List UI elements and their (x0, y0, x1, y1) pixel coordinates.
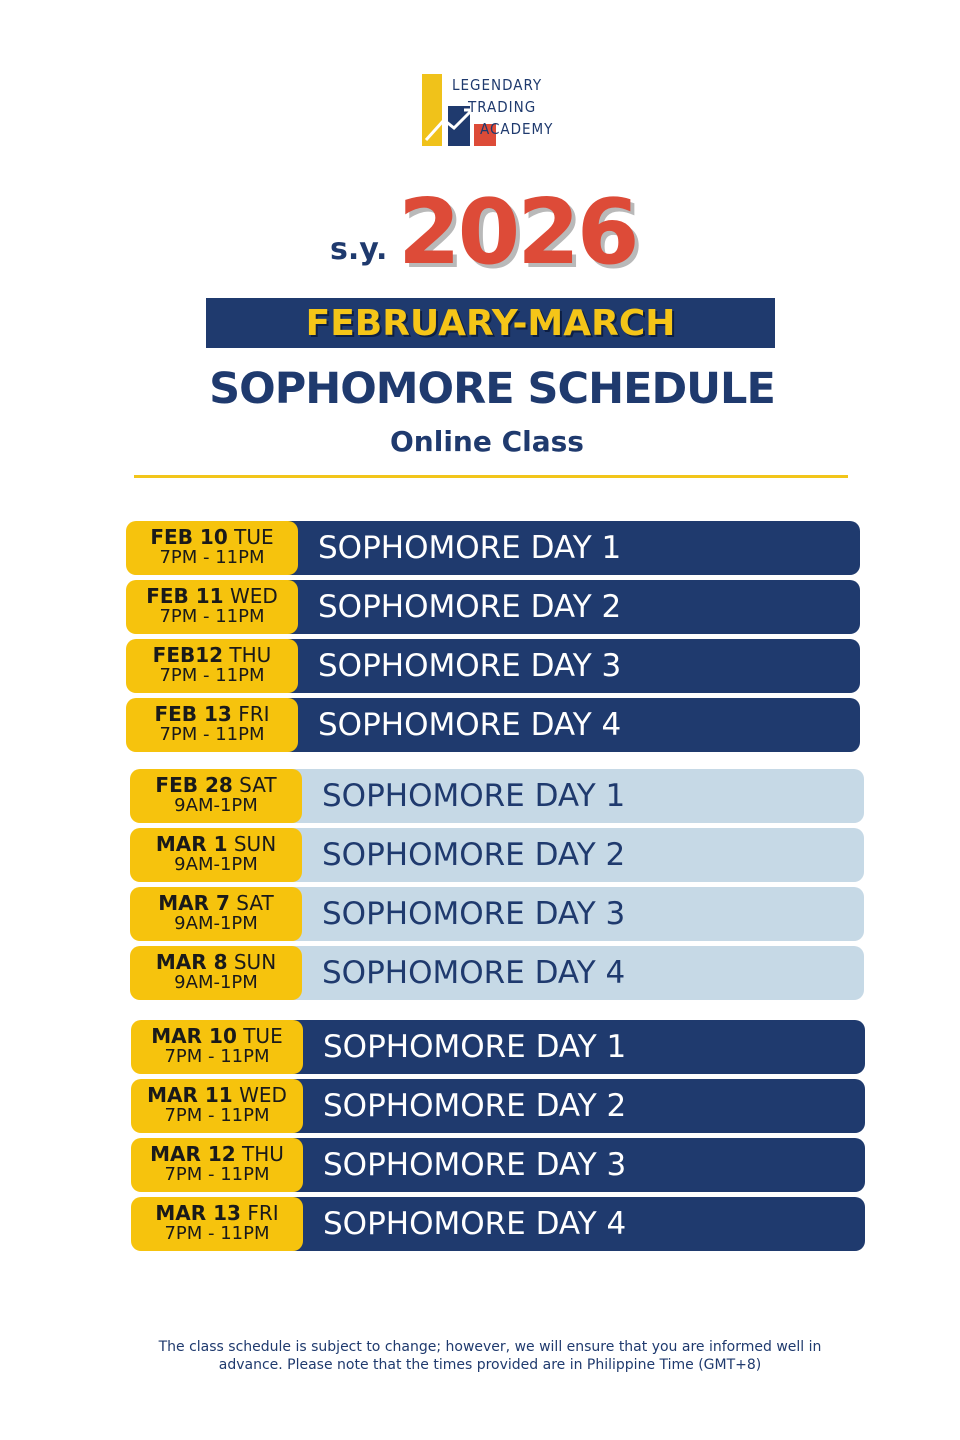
date-text: MAR 12 (150, 1142, 236, 1166)
date-text: MAR 7 (158, 891, 230, 915)
date-text: FEB 28 (155, 773, 233, 797)
school-year-label: s.y. (330, 232, 388, 267)
date-day-line (126, 526, 298, 548)
weekday-text: TUE (234, 525, 274, 549)
date-text: FEB 13 (154, 702, 232, 726)
date-text: MAR 11 (147, 1083, 233, 1107)
date-text: FEB 11 (146, 584, 224, 608)
schedule-row (130, 946, 864, 1000)
period-banner (206, 298, 775, 348)
page-subtitle: Online Class (390, 425, 584, 458)
logo-line-3: ACADEMY (480, 120, 554, 138)
page-title: SOPHOMORE SCHEDULE (209, 364, 775, 414)
session-label: SOPHOMORE DAY 3 (290, 887, 864, 941)
footer-note (0, 1338, 960, 1374)
schedule-row (126, 580, 860, 634)
weekday-text: SUN (233, 950, 277, 974)
session-label: SOPHOMORE DAY 2 (291, 1079, 865, 1133)
weekday-text: FRI (238, 702, 270, 726)
schedule-row (131, 1020, 865, 1074)
weekday-text: THU (229, 643, 272, 667)
date-badge (126, 521, 298, 575)
weekday-text: FRI (247, 1201, 279, 1225)
session-label: SOPHOMORE DAY 3 (291, 1138, 865, 1192)
time-text: 7PM - 11PM (159, 724, 265, 745)
weekday-text: WED (239, 1083, 287, 1107)
schedule-row (126, 698, 860, 752)
date-badge (131, 1079, 303, 1133)
date-badge (131, 1020, 303, 1074)
schedule-row (126, 521, 860, 575)
time-text: 7PM - 11PM (164, 1105, 270, 1126)
session-label: SOPHOMORE DAY 4 (286, 698, 860, 752)
schedule-row (130, 769, 864, 823)
date-text: MAR 8 (155, 950, 228, 974)
weekday-text: SUN (233, 832, 277, 856)
time-text: 9AM-1PM (174, 795, 258, 816)
date-day-line (126, 703, 298, 725)
year-heading: 2026 (398, 180, 637, 285)
schedule-row (130, 887, 864, 941)
logo-line-1: LEGENDARY (452, 76, 543, 94)
session-label: SOPHOMORE DAY 1 (291, 1020, 865, 1074)
divider (134, 475, 848, 478)
date-badge (126, 698, 298, 752)
schedule-row (130, 828, 864, 882)
logo-line-2: TRADING (468, 98, 537, 116)
date-text: FEB12 (152, 643, 224, 667)
time-text: 7PM - 11PM (164, 1164, 270, 1185)
time-text: 9AM-1PM (174, 913, 258, 934)
date-badge (130, 828, 302, 882)
schedule-row (131, 1079, 865, 1133)
session-label: SOPHOMORE DAY 4 (291, 1197, 865, 1251)
time-text: 7PM - 11PM (164, 1046, 270, 1067)
weekday-text: THU (242, 1142, 284, 1166)
date-day-line (130, 833, 302, 855)
time-text: 7PM - 11PM (159, 665, 265, 686)
date-badge (126, 580, 298, 634)
date-text: MAR 1 (155, 832, 228, 856)
date-day-line (126, 644, 298, 666)
schedule-row (131, 1138, 865, 1192)
time-text: 9AM-1PM (174, 854, 258, 875)
date-text: FEB 10 (150, 525, 228, 549)
date-badge (126, 639, 298, 693)
session-label: SOPHOMORE DAY 2 (290, 828, 864, 882)
session-label: SOPHOMORE DAY 4 (290, 946, 864, 1000)
date-badge (131, 1197, 303, 1251)
date-day-line (131, 1143, 303, 1165)
footer-line-2: advance. Please note that the times provided are in Philippine Time (GMT+8) (218, 1357, 762, 1373)
session-label: SOPHOMORE DAY 3 (286, 639, 860, 693)
date-day-line (126, 585, 298, 607)
date-day-line (130, 774, 302, 796)
session-label: SOPHOMORE DAY 2 (286, 580, 860, 634)
date-badge (130, 887, 302, 941)
date-badge (131, 1138, 303, 1192)
schedule-row (126, 639, 860, 693)
date-day-line (130, 951, 302, 973)
session-label: SOPHOMORE DAY 1 (286, 521, 860, 575)
date-day-line (131, 1025, 303, 1047)
weekday-text: TUE (243, 1024, 283, 1048)
date-text: MAR 13 (155, 1201, 241, 1225)
footer-line-1: The class schedule is subject to change; however, we will ensure that you are informed well in (158, 1339, 822, 1355)
session-label: SOPHOMORE DAY 1 (290, 769, 864, 823)
academy-logo (422, 72, 572, 148)
weekday-text: SAT (239, 773, 277, 797)
schedule-row (131, 1197, 865, 1251)
date-day-line (131, 1202, 303, 1224)
date-day-line (130, 892, 302, 914)
time-text: 7PM - 11PM (159, 547, 265, 568)
time-text: 7PM - 11PM (164, 1223, 270, 1244)
date-badge (130, 946, 302, 1000)
time-text: 7PM - 11PM (159, 606, 265, 627)
weekday-text: WED (229, 584, 278, 608)
weekday-text: SAT (236, 891, 274, 915)
time-text: 9AM-1PM (174, 972, 258, 993)
date-badge (130, 769, 302, 823)
date-text: MAR 10 (151, 1024, 237, 1048)
period-label: FEBRUARY-MARCH (305, 302, 676, 344)
date-day-line (131, 1084, 303, 1106)
